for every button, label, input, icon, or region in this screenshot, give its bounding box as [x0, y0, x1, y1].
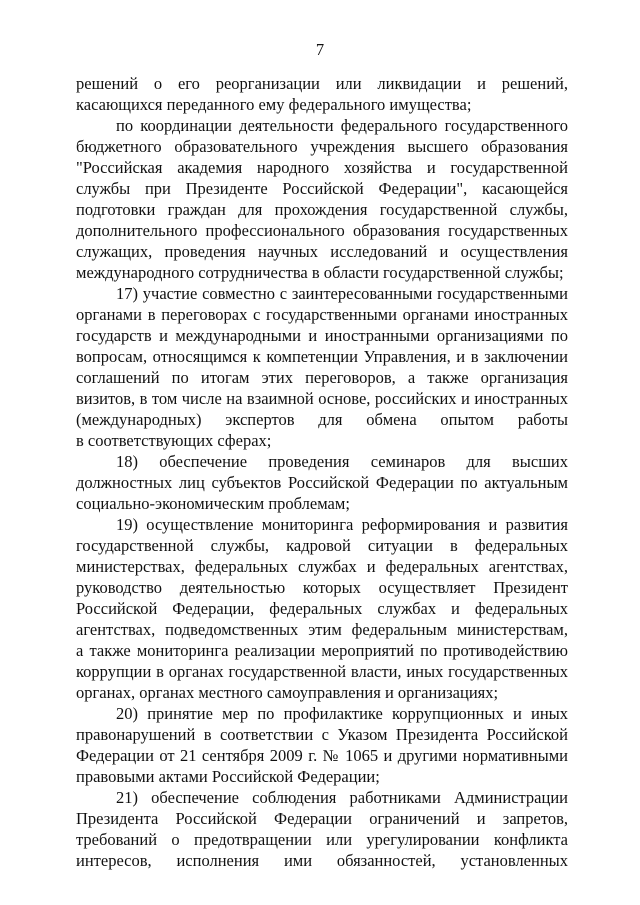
text-line: по координации деятельности федерального государственного [116, 116, 568, 135]
text-line: Федерации от 21 сентября 2009 г. № 1065 и другими нормативными [76, 746, 568, 765]
paragraph [76, 514, 568, 703]
text-line: государств и международными и иностранными организациями по [76, 326, 568, 345]
text-line: должностных лиц субъектов Российской Федерации по актуальным [76, 473, 568, 492]
text-line: а также мониторинга реализации мероприятий по противодействию [76, 641, 568, 660]
text-line: коррупции в органах государственной власти, иных государственных [76, 662, 568, 681]
text-line: службы при Президенте Российской Федерации", касающейся [76, 179, 568, 198]
document-body [76, 73, 568, 871]
paragraph [76, 115, 568, 283]
text-line: агентствах, подведомственных этим федеральным министерствам, [76, 620, 568, 639]
text-line: бюджетного образовательного учреждения высшего образования [76, 137, 568, 156]
text-line: 20) принятие мер по профилактике коррупционных и иных [116, 704, 568, 723]
text-line: Российской Федерации, федеральных службах и федеральных [76, 599, 568, 618]
text-line: интересов, исполнения ими обязанностей, установленных [76, 851, 568, 870]
text-line: подготовки граждан для прохождения государственной службы, [76, 200, 568, 219]
text-line: решений о его реорганизации или ликвидации и решений, [76, 74, 568, 93]
text-line: органами в переговорах с государственными органами иностранных [76, 305, 568, 324]
text-line: органах, органах местного самоуправления и организациях; [76, 683, 499, 702]
paragraph [76, 703, 568, 787]
text-line: визитов, в том числе на взаимной основе, российских и иностранных [76, 389, 568, 408]
paragraph [76, 451, 568, 514]
text-line: в соответствующих сферах; [76, 431, 272, 450]
text-line: дополнительного профессионального образования государственных [76, 221, 568, 240]
text-line: Президента Российской Федерации ограничений и запретов, [76, 809, 568, 828]
text-line: (международных) экспертов для обмена опытом работы [76, 410, 568, 429]
text-line: руководство деятельностью которых осуществляет Президент [76, 578, 568, 597]
text-line: правовыми актами Российской Федерации; [76, 767, 380, 786]
text-line: соглашений по итогам этих переговоров, а также организация [76, 368, 568, 387]
paragraph [76, 73, 568, 115]
text-line: "Российская академия народного хозяйства и государственной [76, 158, 568, 177]
text-line: социально-экономическим проблемам; [76, 494, 350, 513]
text-line: касающихся переданного ему федерального имущества; [76, 95, 472, 114]
text-line: 21) обеспечение соблюдения работниками Администрации [116, 788, 568, 807]
text-line: вопросам, относящимся к компетенции Управления, и в заключении [76, 347, 568, 366]
text-line: правонарушений в соответствии с Указом Президента Российской [76, 725, 568, 744]
text-line: государственной службы, кадровой ситуации в федеральных [76, 536, 568, 555]
paragraph [76, 787, 568, 871]
text-line: 19) осуществление мониторинга реформирования и развития [116, 515, 568, 534]
text-line: требований о предотвращении или урегулировании конфликта [76, 830, 568, 849]
text-line: служащих, проведения научных исследований и осуществления [76, 242, 568, 261]
text-line: 18) обеспечение проведения семинаров для высших [116, 452, 568, 471]
text-line: международного сотрудничества в области государственной службы; [76, 263, 564, 282]
text-line: 17) участие совместно с заинтересованными государственными [116, 284, 568, 303]
page-number: 7 [315, 40, 325, 59]
text-line: министерствах, федеральных службах и федеральных агентствах, [76, 557, 568, 576]
paragraph [76, 283, 568, 451]
